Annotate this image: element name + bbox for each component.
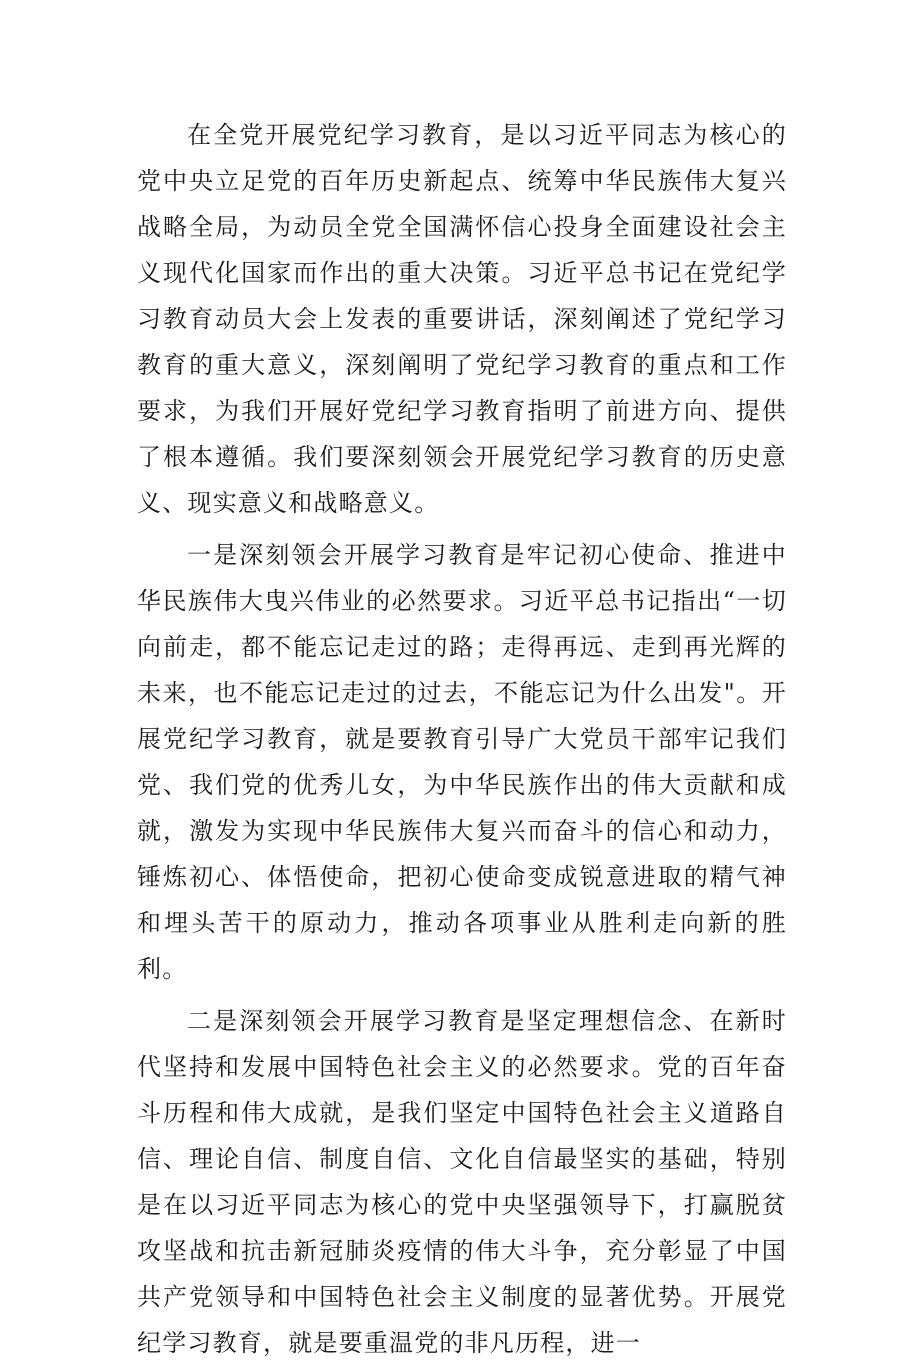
paragraph-point-two: 二是深刻领会开展学习教育是坚定理想信念、在新时代坚持和发展中国特色社会主义的必然要求。党的百年奋斗历程和伟大成就，是我们坚定中国特色社会主义道路自信、理论自信、制度自信、文化自信最坚实的基础，特别是在以习近平同志为核心的党中央坚强领导下，打赢脱贫攻坚战和抗击新冠肺炎疫情的伟大斗争，充分彰显了中国共产党领导和中国特色社会主义制度的显著优势。开展党纪学习教育，就是要重温党的非凡历程，进一 [137, 1007, 787, 1357]
paragraph-intro: 在全党开展党纪学习教育，是以习近平同志为核心的党中央立足党的百年历史新起点、统筹中华民族伟大复兴战略全局，为动员全党全国满怀信心投身全面建设社会主义现代化国家而作出的重大决策。习近平总书记在党纪学习教育动员大会上发表的重要讲话，深刻阐述了党纪学习教育的重大意义，深刻阐明了党纪学习教育的重点和工作要求，为我们开展好党纪学习教育指明了前进方向、提供了根本遵循。我们要深刻领会开展党纪学习教育的历史意义、现实意义和战略意义。 [137, 121, 787, 517]
paragraph-point-one: 一是深刻领会开展学习教育是牢记初心使命、推进中华民族伟大曳兴伟业的必然要求。习近平总书记指出“一切向前走，都不能忘记走过的路；走得再远、走到再光辉的未来，也不能忘记走过的过去，不能忘记为什么出发"。开展党纪学习教育，就是要教育引导广大党员干部牢记我们党、我们党的优秀儿女，为中华民族作出的伟大贡献和成就，激发为实现中华民族伟大复兴而奋斗的信心和动力，锤炼初心、体悟使命，把初心使命变成锐意进取的精气神和埋头苦干的原动力，推动各项事业从胜利走向新的胜利。 [137, 541, 787, 983]
document-body [137, 112, 787, 1372]
